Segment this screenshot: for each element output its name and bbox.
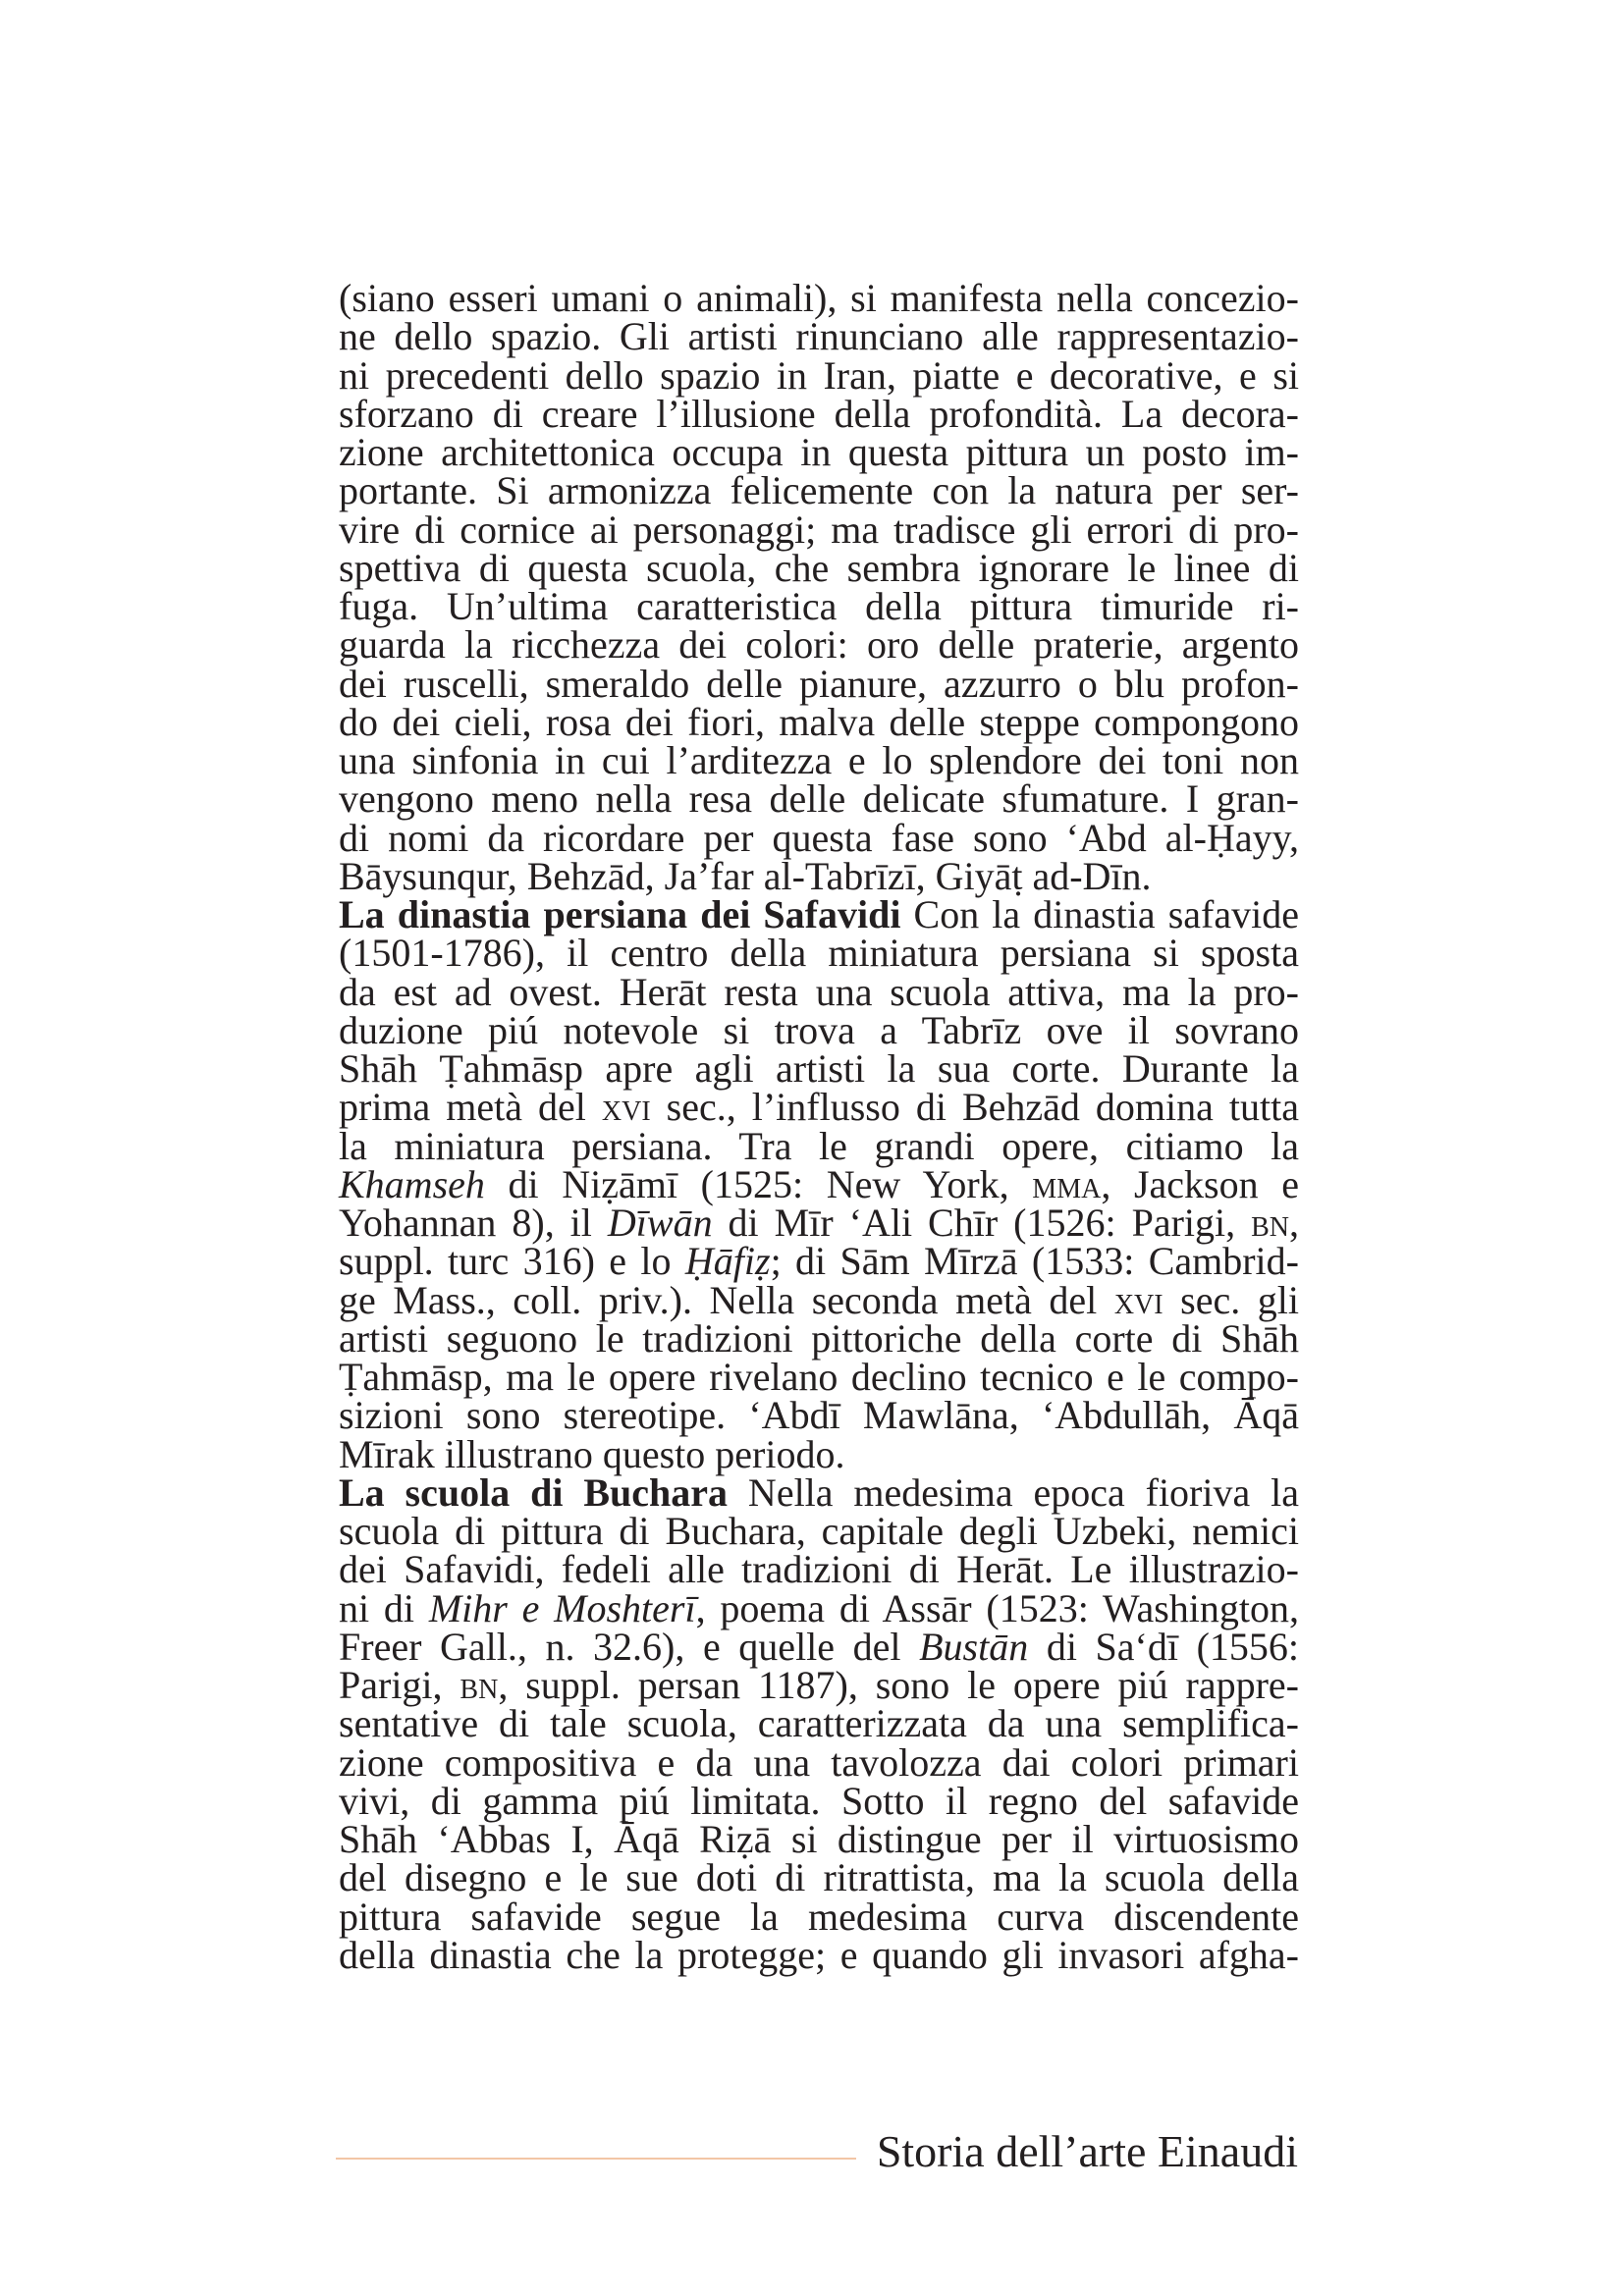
footer-title: Storia dell’arte Einaudi (876, 2126, 1298, 2176)
text-run: Parigi, (339, 1663, 460, 1707)
text-run: da est ad ovest. Herāt resta una scuola attiva, ma la pro- (339, 969, 1299, 1014)
italic-title: Khamseh (339, 1161, 485, 1206)
text-line (339, 661, 1299, 706)
text-run: ni precedenti dello spazio in Iran, piatte e decorative, e si (339, 352, 1299, 398)
text-run: di Niẓāmī (1525: New York, (484, 1161, 1033, 1206)
italic-title: Bustān (919, 1624, 1029, 1669)
text-run: Con la dinastia safavide (900, 892, 1299, 936)
text-run: , poema di Assār (1523: Washington, (695, 1585, 1300, 1630)
text-line (339, 314, 1299, 359)
text-run: sec. gli (1163, 1277, 1299, 1322)
text-run: una sinfonia in cui l’arditezza e lo splendore dei toni non (339, 738, 1299, 782)
text-run: di Sa‘dī (1556: (1028, 1624, 1300, 1669)
text-run: ne dello spazio. Gli artisti rinunciano alle rappresentazio- (339, 314, 1299, 359)
text-run: spettiva di questa scuola, che sembra ignorare le linee di (339, 545, 1299, 590)
text-line (339, 1855, 1299, 1900)
text-line (339, 1894, 1299, 1939)
text-run: Shāh ‘Abbas I, Āqā Riẓā si distingue per il virtuosismo (339, 1817, 1299, 1861)
text-run: sentative di tale scuola, caratterizzata da una semplifica- (339, 1701, 1299, 1746)
text-line (339, 1046, 1299, 1091)
text-line (339, 507, 1299, 552)
italic-title: Mihr e Moshterī (428, 1585, 696, 1630)
text-run: la miniatura persiana. Tra le grandi opere, citiamo la (339, 1123, 1299, 1168)
text-line (339, 969, 1299, 1014)
text-line (339, 1355, 1299, 1399)
text-run: Ṭahmāsp, ma le opere rivelano declino tecnico e le compo- (339, 1355, 1299, 1399)
section-heading: La scuola di Buchara (339, 1469, 729, 1515)
text-run: , Jackson e (1101, 1161, 1299, 1206)
text-run: ge Mass., coll. priv.). Nella seconda metà del (339, 1277, 1114, 1322)
text-run: fuga. Un’ultima caratteristica della pittura timuride ri- (339, 584, 1299, 628)
text-run: artisti seguono le tradizioni pittoriche della corte di Shāh (339, 1315, 1299, 1361)
text-run: duzione piú notevole si trova a Tabrīz ove il sovrano (339, 1007, 1299, 1052)
text-run: Nella medesima epoca fioriva la (728, 1469, 1299, 1515)
text-line (339, 1778, 1299, 1823)
text-line (339, 391, 1299, 436)
text-run: Yohannan 8), il (339, 1201, 608, 1245)
small-caps-abbr: bn (1251, 1201, 1290, 1245)
page-footer (336, 2124, 1298, 2183)
text-run: pittura safavide segue la medesima curva discendente (339, 1894, 1299, 1939)
text-line (339, 545, 1299, 590)
footer-rule (336, 2158, 856, 2160)
text-line (339, 1393, 1299, 1438)
text-run: sizioni sono stereotipe. ‘Abdī Mawlāna, ‘Abdullāh, Āqā (339, 1393, 1299, 1438)
text-run: zione architettonica occupa in questa pittura un posto im- (339, 430, 1299, 474)
text-line (339, 776, 1299, 822)
text-run: del disegno e le sue doti di ritrattista, ma la scuola della (339, 1855, 1299, 1900)
text-line (339, 1663, 1299, 1707)
text-run: vire di cornice ai personaggi; ma tradisce gli errori di pro- (339, 507, 1299, 552)
text-run: do dei cieli, rosa dei fiori, malva delle steppe compongono (339, 699, 1299, 744)
text-line (339, 1739, 1299, 1785)
text-line (339, 1469, 1299, 1515)
text-run: vivi, di gamma piú limitata. Sotto il regno del safavide (339, 1778, 1299, 1823)
text-run: guarda la ricchezza dei colori: oro delle praterie, argento (339, 622, 1299, 667)
italic-title: Dīwān (607, 1201, 713, 1245)
text-line (339, 1817, 1299, 1861)
text-line (339, 699, 1299, 744)
text-line (339, 352, 1299, 398)
text-run: Mīrak illustrano questo periodo. (339, 1431, 845, 1476)
page-body (339, 276, 1300, 1977)
text-run: Freer Gall., n. 32.6), e quelle del (339, 1624, 920, 1669)
text-run: suppl. turc 316) e lo (339, 1239, 685, 1284)
text-line (339, 1123, 1299, 1168)
text-line (339, 738, 1299, 782)
text-run: Shāh Ṭahmāsp apre agli artisti la sua corte. Durante la (339, 1046, 1299, 1091)
text-run: prima metà del (339, 1085, 602, 1130)
text-run: vengono meno nella resa delle delicate sfumature. I gran- (339, 776, 1299, 822)
section-heading: La dinastia persiana dei Safavidi (339, 892, 901, 936)
text-line (339, 1161, 1299, 1206)
text-line (339, 430, 1299, 474)
text-run: della dinastia che la protegge; e quando gli invasori afgha- (339, 1932, 1299, 1977)
small-caps-abbr: bn (460, 1663, 499, 1707)
text-line (339, 815, 1299, 860)
text-run: zione compositiva e da una tavolozza dai colori primari (339, 1739, 1299, 1785)
text-run: sec., l’influsso di Behzād domina tutta (650, 1085, 1299, 1130)
text-run: ; di Sām Mīrzā (1533: Cambrid- (770, 1239, 1299, 1284)
text-run: di nomi da ricordare per questa fase sono ‘Abd al-Ḥayy, (339, 815, 1299, 860)
text-line (339, 1509, 1299, 1553)
text-line (339, 1315, 1299, 1361)
text-line (339, 276, 1299, 320)
text-line (339, 1547, 1299, 1592)
text-line (339, 622, 1299, 667)
small-caps-abbr: mma (1032, 1161, 1102, 1206)
small-caps-abbr: xvi (1113, 1277, 1163, 1322)
text-line (339, 1277, 1299, 1322)
text-line (339, 1624, 1300, 1669)
text-line (339, 1431, 1299, 1476)
text-run: dei Safavidi, fedeli alle tradizioni di Herāt. Le illustrazio- (339, 1547, 1299, 1592)
text-line (339, 1701, 1299, 1746)
text-line (339, 584, 1299, 628)
small-caps-abbr: xvi (601, 1085, 651, 1130)
text-line (339, 931, 1299, 976)
text-run: ni di (339, 1585, 429, 1630)
text-run: , suppl. persan 1187), sono le opere piú rappre- (498, 1663, 1299, 1707)
text-line (339, 1932, 1299, 1977)
italic-title: Ḥāfiẓ (684, 1239, 771, 1284)
text-line (339, 892, 1299, 936)
text-line (339, 468, 1299, 513)
text-run: Bāysunqur, Behzād, Ja’far al-Tabrīzī, Giyāṭ ad-Dīn. (339, 853, 1152, 898)
text-line (339, 1201, 1300, 1245)
text-run: di Mīr ‘Ali Chīr (1526: Parigi, (712, 1201, 1252, 1245)
text-line (339, 1007, 1299, 1052)
text-run: (1501-1786), il centro della miniatura persiana si sposta (339, 931, 1299, 976)
text-run: , (1289, 1201, 1300, 1245)
text-run: dei ruscelli, smeraldo delle pianure, azzurro o blu profon- (339, 661, 1299, 706)
text-run: sforzano di creare l’illusione della profondità. La decora- (339, 391, 1299, 436)
text-run: (siano esseri umani o animali), si manifesta nella concezio- (339, 276, 1299, 320)
text-line (339, 1585, 1300, 1630)
text-line (339, 1085, 1299, 1130)
text-line (339, 1239, 1299, 1284)
text-run: portante. Si armonizza felicemente con la natura per ser- (339, 468, 1299, 513)
text-run: scuola di pittura di Buchara, capitale degli Uzbeki, nemici (339, 1509, 1299, 1553)
text-line (339, 853, 1299, 898)
body-text (339, 276, 1300, 1977)
